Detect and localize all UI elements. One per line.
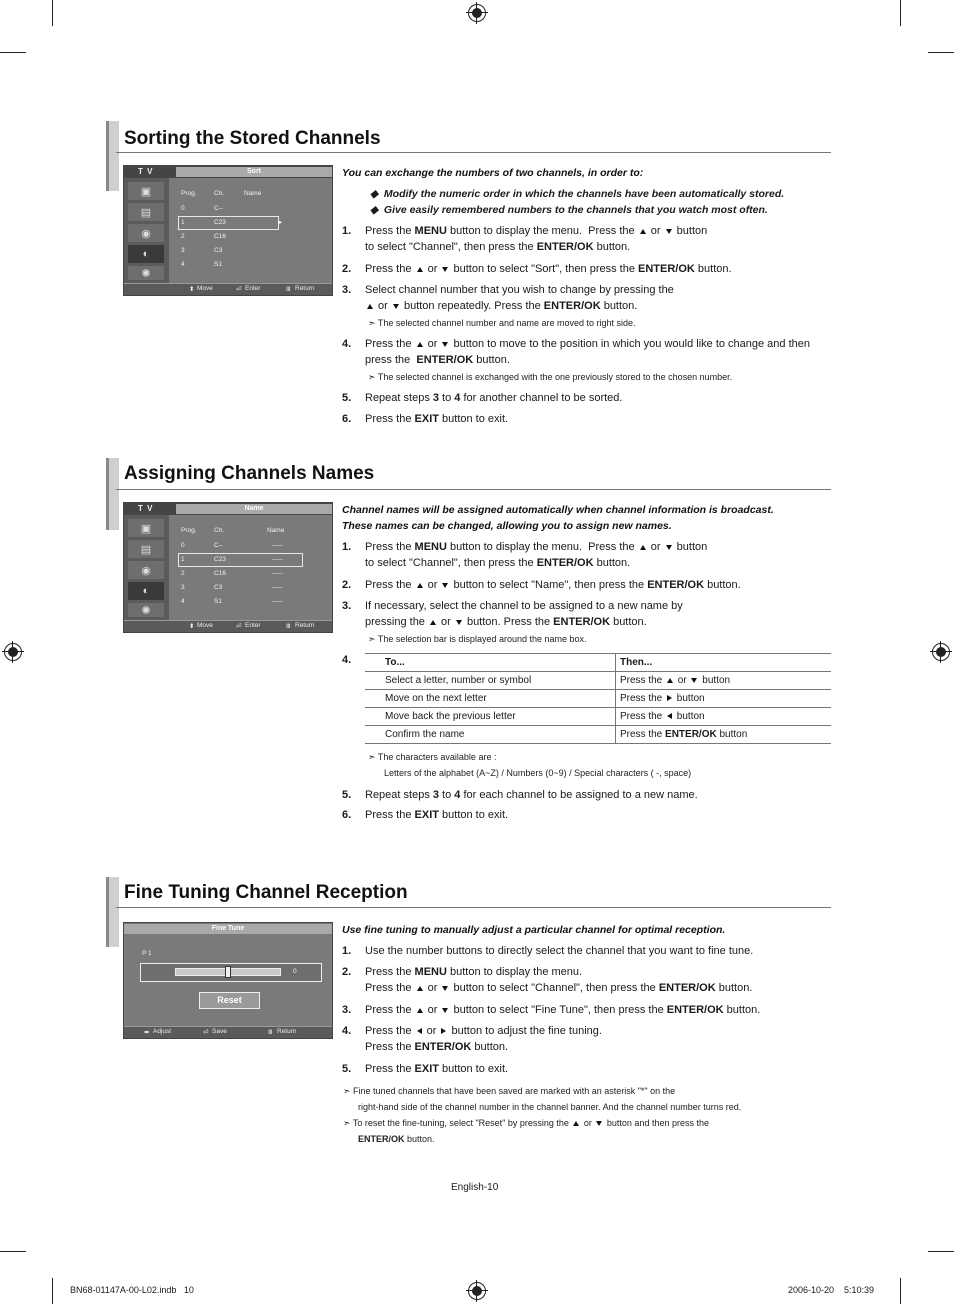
table-row bbox=[365, 708, 831, 726]
enter-icon: ⏎ bbox=[236, 623, 242, 630]
table-row bbox=[365, 672, 831, 690]
step-number: 5. bbox=[342, 789, 352, 801]
table-cell: Select a letter, number or symbol bbox=[365, 672, 616, 690]
step-number: 4. bbox=[342, 654, 352, 666]
table-cell: Move on the next letter bbox=[365, 690, 616, 708]
step-number: 5. bbox=[342, 392, 352, 404]
table-cell: Press the or button bbox=[616, 672, 832, 690]
names-step-6: Press the EXIT button to exit. bbox=[365, 809, 509, 821]
step-number: 3. bbox=[342, 1004, 352, 1016]
sort-note-3: ➣ The selected channel number and name are moved to right side. bbox=[368, 318, 636, 328]
fine-note-1: ➣ Fine tuned channels that have been saved are marked with an asterisk "*" on the bbox=[343, 1086, 676, 1096]
osd-row-ch: S1 bbox=[214, 598, 222, 605]
crop-mark bbox=[52, 0, 53, 26]
osd-col-ch: Ch. bbox=[214, 527, 225, 534]
sort-step-3: Select channel number that you wish to change by pressing the or button repeatedly. Press the ENTER/OK button. bbox=[365, 284, 674, 312]
osd-tab-sort: Sort bbox=[176, 167, 332, 177]
move-icon: ⬍ bbox=[189, 286, 195, 293]
osd-row-ch: C3 bbox=[214, 584, 223, 591]
osd-sort-screen bbox=[123, 165, 333, 296]
step-number: 2. bbox=[342, 579, 352, 591]
osd-tab-fine-tune: Fine Tune bbox=[124, 924, 332, 934]
osd-col-prog: Prog. bbox=[181, 190, 197, 197]
section-rule bbox=[116, 907, 831, 908]
osd-row-prog: 2 bbox=[181, 570, 185, 577]
osd-foot-adjust: Adjust bbox=[153, 1028, 172, 1035]
step-number: 5. bbox=[342, 1063, 352, 1075]
fine-step-5: Press the EXIT button to exit. bbox=[365, 1063, 509, 1075]
osd-row-name: ----- bbox=[272, 570, 283, 577]
section-rule bbox=[116, 152, 831, 153]
osd-row-prog: 2 bbox=[181, 233, 185, 240]
names-intro-2: These names can be changed, allowing you to assign new names. bbox=[342, 520, 672, 532]
osd-col-name: Name bbox=[267, 527, 285, 534]
osd-foot-move: Move bbox=[197, 285, 213, 292]
table-cell: Move back the previous letter bbox=[365, 708, 616, 726]
names-note-3: ➣ The selection bar is displayed around the name box. bbox=[368, 634, 587, 644]
return-icon: Ⅲ bbox=[268, 1029, 273, 1036]
crop-mark bbox=[900, 1278, 901, 1304]
section-bar bbox=[106, 121, 119, 191]
osd-row-prog: 1 bbox=[181, 219, 185, 226]
input-icon: ✺ bbox=[128, 266, 164, 280]
input-icon: ✺ bbox=[128, 603, 164, 617]
step-number: 3. bbox=[342, 284, 352, 296]
osd-tab-name: Name bbox=[176, 504, 332, 514]
sort-intro: You can exchange the numbers of two channels, in order to: bbox=[342, 167, 644, 179]
sort-note-4: ➣ The selected channel is exchanged with the one previously stored to the chosen number. bbox=[368, 372, 733, 382]
osd-foot-save: Save bbox=[212, 1028, 227, 1035]
names-intro-1: Channel names will be assigned automatically when channel information is broadcast. bbox=[342, 504, 774, 516]
osd-footer bbox=[124, 283, 332, 295]
step-number: 2. bbox=[342, 966, 352, 978]
osd-row-ch: C-- bbox=[214, 542, 224, 549]
fine-step-2: Press the MENU button to display the menu. Press the or button to select "Channel", then press the ENTER/OK button. bbox=[365, 966, 753, 994]
section-bar bbox=[106, 458, 119, 530]
section-title-sort: Sorting the Stored Channels bbox=[124, 128, 381, 149]
osd-row-name: ----- bbox=[272, 542, 283, 549]
names-step-3: If necessary, select the channel to be assigned to a new name by pressing the or button. Press the ENTER/OK button. bbox=[365, 600, 683, 628]
osd-foot-return: Return bbox=[295, 285, 315, 292]
osd-tv-label: T V bbox=[138, 167, 154, 176]
osd-row-prog: 3 bbox=[181, 247, 185, 254]
osd-row-prog: 4 bbox=[181, 598, 185, 605]
step-number: 4. bbox=[342, 1025, 352, 1037]
step-number: 3. bbox=[342, 600, 352, 612]
osd-menu-icons bbox=[124, 515, 169, 621]
section-title-fine: Fine Tuning Channel Reception bbox=[124, 882, 408, 903]
adjust-icon: ⬌ bbox=[144, 1029, 150, 1036]
osd-row-ch: C23 bbox=[214, 219, 226, 226]
osd-col-ch: Ch. bbox=[214, 190, 225, 197]
osd-foot-enter: Enter bbox=[245, 285, 261, 292]
osd-tv-label: T V bbox=[138, 504, 154, 513]
crop-mark bbox=[928, 1251, 954, 1252]
setup-icon: ◐ bbox=[128, 245, 164, 263]
table-cell: Press the ENTER/OK button bbox=[616, 726, 832, 744]
step-number: 6. bbox=[342, 809, 352, 821]
crop-mark bbox=[52, 1278, 53, 1304]
osd-fine-slider-knob bbox=[225, 966, 231, 978]
names-note-chars: ➣ The characters available are : bbox=[368, 752, 497, 762]
fine-step-3: Press the or button to select "Fine Tune", then press the ENTER/OK button. bbox=[365, 1004, 761, 1016]
step-number: 6. bbox=[342, 413, 352, 425]
osd-selection-bar bbox=[178, 553, 303, 567]
sort-step-5: Repeat steps 3 to 4 for another channel to be sorted. bbox=[365, 392, 623, 404]
names-step-2: Press the or button to select "Name", then press the ENTER/OK button. bbox=[365, 579, 741, 591]
sort-step-4: Press the or button to move to the position in which you would like to change and then press the ENTER/OK button. bbox=[365, 338, 811, 366]
fine-note-1b: right-hand side of the channel number in the channel banner. And the channel number turns red. bbox=[358, 1102, 742, 1112]
table-cell: Press the button bbox=[616, 690, 832, 708]
channel-icon: ▤ bbox=[128, 203, 164, 221]
names-step-1: Press the MENU button to display the menu. Press the or button to select "Channel", then press the ENTER/OK button. bbox=[365, 541, 708, 569]
sort-bullet: ◆ Modify the numeric order in which the channels have been automatically stored. bbox=[370, 188, 785, 200]
table-cell: Confirm the name bbox=[365, 726, 616, 744]
crop-mark bbox=[0, 1251, 26, 1252]
osd-row-prog: 1 bbox=[181, 556, 185, 563]
osd-row-name: ----- bbox=[272, 598, 283, 605]
section-rule bbox=[116, 489, 831, 490]
picture-icon: ▣ bbox=[128, 182, 164, 200]
fine-intro: Use fine tuning to manually adjust a particular channel for optimal reception. bbox=[342, 924, 726, 936]
osd-row-ch: C3 bbox=[214, 247, 223, 254]
table-header: Then... bbox=[616, 654, 832, 672]
registration-mark-icon bbox=[932, 643, 950, 661]
osd-footer bbox=[124, 620, 332, 632]
crop-mark bbox=[928, 52, 954, 53]
osd-row-prog: 4 bbox=[181, 261, 185, 268]
enter-icon: ⏎ bbox=[236, 286, 242, 293]
osd-foot-enter: Enter bbox=[245, 622, 261, 629]
step-number: 2. bbox=[342, 263, 352, 275]
channel-icon: ▤ bbox=[128, 540, 164, 558]
osd-col-prog: Prog. bbox=[181, 527, 197, 534]
section-title-names: Assigning Channels Names bbox=[124, 463, 375, 484]
names-step-5: Repeat steps 3 to 4 for each channel to be assigned to a new name. bbox=[365, 789, 698, 801]
sort-step-2: Press the or button to select "Sort", then press the ENTER/OK button. bbox=[365, 263, 732, 275]
names-note-chars-list: Letters of the alphabet (A~Z) / Numbers (0~9) / Special characters ( -, space) bbox=[384, 768, 692, 778]
table-header: To... bbox=[365, 654, 616, 672]
osd-col-name: Name bbox=[244, 190, 262, 197]
save-icon: ⏎ bbox=[203, 1029, 209, 1036]
move-icon: ⬍ bbox=[189, 623, 195, 630]
osd-row-ch: C16 bbox=[214, 233, 226, 240]
osd-row-ch: C23 bbox=[214, 556, 226, 563]
file-info: BN68-01147A-00-L02.indb 10 bbox=[70, 1285, 194, 1295]
osd-row-name: ----- bbox=[272, 556, 283, 563]
osd-row-prog: 0 bbox=[181, 205, 185, 212]
osd-row-ch: C-- bbox=[214, 205, 224, 212]
registration-mark-icon bbox=[468, 4, 486, 22]
return-icon: Ⅲ bbox=[286, 623, 291, 630]
step-number: 1. bbox=[342, 541, 352, 553]
table-row bbox=[365, 690, 831, 708]
osd-row-prog: 3 bbox=[181, 584, 185, 591]
sound-icon: ◉ bbox=[128, 561, 164, 579]
print-date: 2006-10-20 5:10:39 bbox=[788, 1285, 875, 1295]
fine-step-4: Press the or button to adjust the fine tuning. Press the ENTER/OK button. bbox=[365, 1025, 602, 1053]
osd-row-ch: S1 bbox=[214, 261, 222, 268]
osd-menu-icons bbox=[124, 178, 169, 284]
sort-step-6: Press the EXIT button to exit. bbox=[365, 413, 509, 425]
picture-icon: ▣ bbox=[128, 519, 164, 537]
osd-fine-prog: P 1 bbox=[142, 950, 152, 957]
osd-fine-tune-screen bbox=[123, 922, 333, 1039]
step-number: 1. bbox=[342, 225, 352, 237]
table-row bbox=[365, 726, 831, 744]
osd-row-name: ----- bbox=[272, 584, 283, 591]
osd-fine-value: 0 bbox=[293, 968, 297, 975]
table-cell: Press the button bbox=[616, 708, 832, 726]
fine-step-1: Use the number buttons to directly select the channel that you want to fine tune. bbox=[365, 945, 754, 957]
osd-footer bbox=[124, 1026, 332, 1038]
sort-bullet: ◆ Give easily remembered numbers to the channels that you watch most often. bbox=[370, 204, 768, 216]
osd-name-screen bbox=[123, 502, 333, 633]
osd-foot-return: Return bbox=[295, 622, 315, 629]
osd-reset-button: Reset bbox=[199, 992, 260, 1009]
setup-icon: ◐ bbox=[128, 582, 164, 600]
crop-mark bbox=[0, 52, 26, 53]
osd-row-prog: 0 bbox=[181, 542, 185, 549]
return-icon: Ⅲ bbox=[286, 286, 291, 293]
registration-mark-icon bbox=[4, 643, 22, 661]
page-number: English-10 bbox=[451, 1182, 499, 1193]
osd-row-ch: C16 bbox=[214, 570, 226, 577]
step-number: 4. bbox=[342, 338, 352, 350]
registration-mark-icon bbox=[468, 1282, 486, 1300]
fine-note-2b: ENTER/OK button. bbox=[358, 1134, 435, 1144]
fine-note-2: ➣ To reset the fine-tuning, select "Reset" by pressing the or button and then press the bbox=[343, 1118, 709, 1128]
name-entry-table bbox=[365, 653, 831, 744]
sound-icon: ◉ bbox=[128, 224, 164, 242]
crop-mark bbox=[900, 0, 901, 26]
osd-foot-return: Return bbox=[277, 1028, 297, 1035]
osd-arrow-icon: ▸ bbox=[279, 219, 283, 226]
osd-foot-move: Move bbox=[197, 622, 213, 629]
osd-selection-bar bbox=[178, 216, 279, 230]
step-number: 1. bbox=[342, 945, 352, 957]
section-bar bbox=[106, 877, 119, 947]
sort-step-1: Press the MENU button to display the menu. Press the or button to select "Channel", then press the ENTER/OK button. bbox=[365, 225, 708, 253]
